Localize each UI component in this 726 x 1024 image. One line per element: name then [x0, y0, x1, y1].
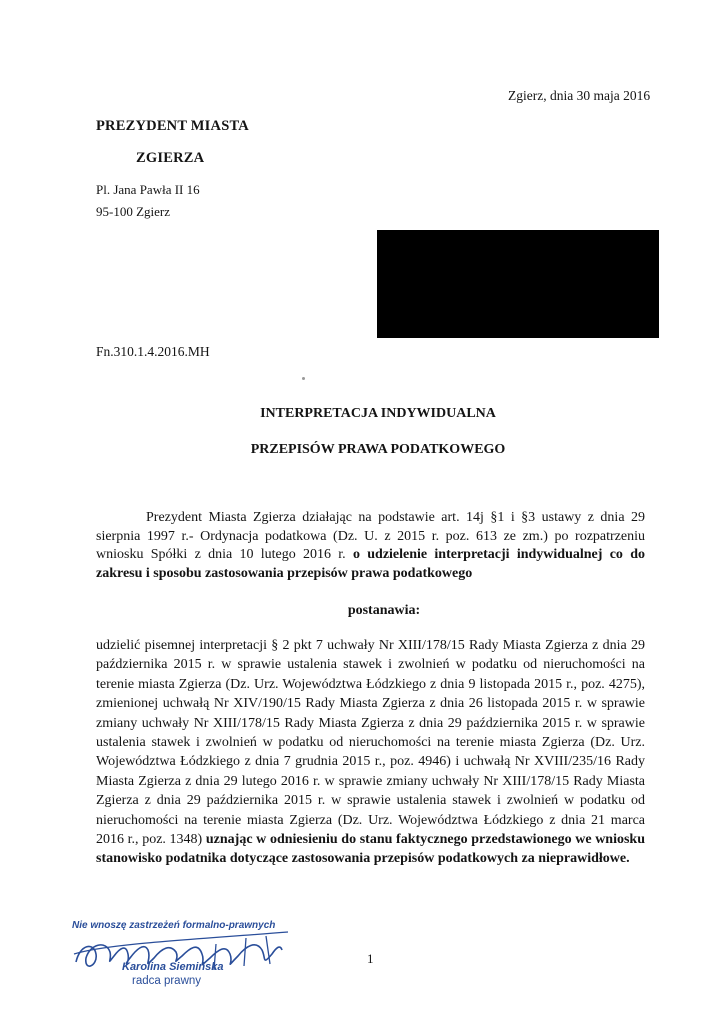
legal-advisor-stamp — [66, 914, 296, 994]
document-title: INTERPRETACJA INDYWIDUALNA — [260, 406, 496, 421]
intro-bold-text: o udzielenie interpretacji indywidualnej co do zakresu i sposobu zastosowania przepisów prawa podatkowego — [96, 547, 645, 581]
intro-paragraph — [96, 509, 645, 583]
decision-bold-text: uznając w odniesieniu do stanu faktycznego przedstawionego we wniosku stanowisko podatnika dotyczące zastosowania przepisów podatkowych za nieprawidłowe. — [96, 832, 645, 867]
intro-text: Prezydent Miasta Zgierza działając na podstawie art. 14j §1 i §3 ustawy z dnia 29 sierpnia 1997 r.- Ordynacja podatkowa (Dz. U. z 2015 r. poz. 613 ze zm.) po rozpatrzeniu wniosku Spółki z dnia 10 lutego 2016 r. — [96, 510, 645, 563]
page-number: 1 — [367, 951, 374, 966]
issuer-city: ZGIERZA — [136, 150, 205, 166]
decision-paragraph — [96, 636, 645, 869]
document-subtitle: PRZEPISÓW PRAWA PODATKOWEGO — [250, 442, 506, 457]
document-date: Zgierz, dnia 30 maja 2016 — [508, 88, 651, 103]
decision-heading: postanawia: — [347, 603, 421, 618]
stamp-advisor-name: Karolina Siemińska — [122, 961, 224, 973]
stamp-advisor-role: radca prawny — [132, 975, 202, 987]
issuer-address-street: Pl. Jana Pawła II 16 — [96, 182, 200, 197]
decision-text: udzielić pisemnej interpretacji § 2 pkt 7 uchwały Nr XIII/178/15 Rady Miasta Zgierza z dnia 29 października 2015 r. w sprawie ustalenia stawek i zwolnień w podatku od nieruchomości na terenie miasta Zgierza (Dz. Urz. Województwa Łódzkiego z dnia 9 listopada 2015 r., poz. 4275), zmienionej uchwałą Nr XIV/190/15 Rady Miasta Zgierza z dnia 26 listopada 2015 r. w sprawie zmiany uchwały Nr XIII/178/15 Rady Miasta Zgierza z dnia 29 października 2015 r. w sprawie ustalenia stawek i zwolnień w podatku od nieruchomości na terenie miasta Zgierza (Dz. Urz. Województwa Łódzkiego z dnia 7 grudnia 2015 r., poz. 4946) i uchwałą Nr XVIII/235/16 Rady Miasta Zgierza z dnia 29 lutego 2016 r. w sprawie zmiany uchwały Nr XIII/178/15 Rady Miasta Zgierza z dnia 29 października 2015 r. w sprawie ustalenia stawek i zwolnień w podatku od nieruchomości na terenie miasta Zgierza (Dz. Urz. Województwa Łódzkiego z dnia 21 marca 2016 r., poz. 1348) — [96, 638, 645, 848]
redacted-recipient-block — [377, 230, 659, 338]
stamp-approval-note: Nie wnoszę zastrzeżeń formalno-prawnych — [72, 920, 276, 931]
reference-number: Fn.310.1.4.2016.MH — [96, 344, 210, 359]
issuer-title: PREZYDENT MIASTA — [96, 118, 249, 134]
issuer-address-postal: 95-100 Zgierz — [96, 204, 171, 219]
scan-speck — [302, 377, 305, 380]
